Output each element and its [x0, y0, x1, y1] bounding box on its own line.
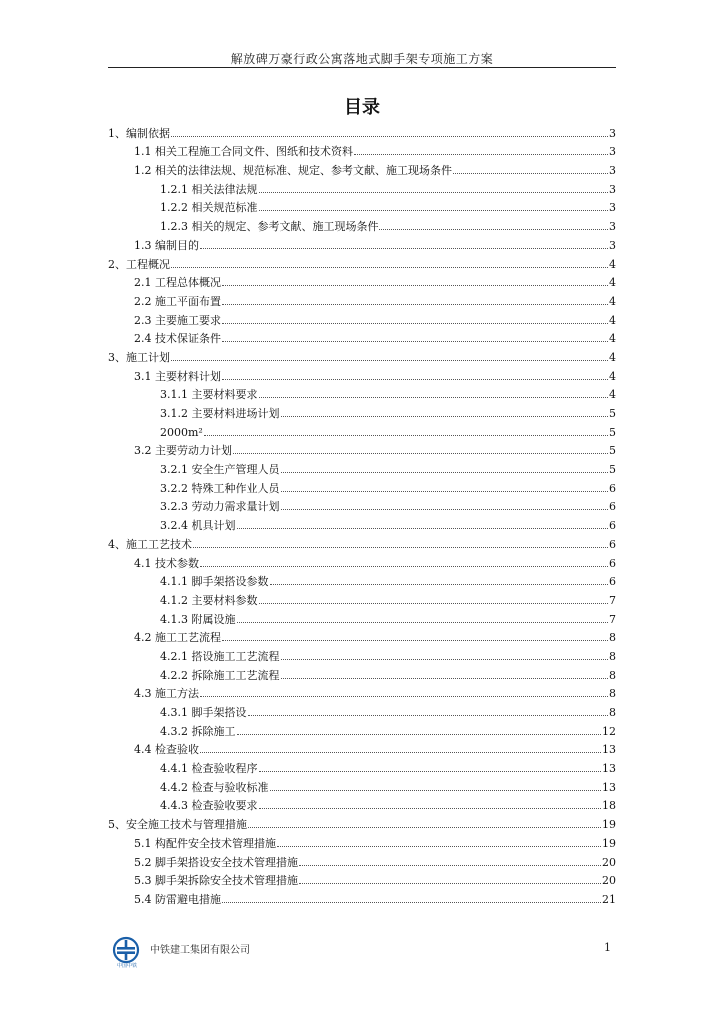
toc-list — [108, 121, 616, 906]
toc-entry[interactable] — [108, 588, 616, 607]
toc-entry-page: 3 — [609, 182, 616, 196]
toc-leader-dots — [270, 789, 602, 791]
toc-entry-label: 3.1 主要材料计划 — [134, 369, 221, 383]
toc-leader-dots — [222, 639, 608, 641]
toc-entry-label: 1.2.1 相关法律法规 — [160, 182, 258, 196]
toc-leader-dots — [200, 247, 608, 249]
toc-leader-dots — [200, 565, 608, 567]
toc-entry-label: 2.4 技术保证条件 — [134, 332, 221, 346]
toc-entry-label: 3.2.4 机具计划 — [160, 519, 236, 533]
toc-leader-dots — [248, 714, 609, 716]
toc-leader-dots — [222, 303, 608, 305]
toc-leader-dots — [379, 228, 608, 230]
toc-entry-page: 13 — [602, 743, 616, 757]
toc-entry[interactable] — [108, 626, 616, 645]
toc-entry-page: 13 — [602, 780, 616, 794]
toc-leader-dots — [193, 546, 608, 548]
toc-entry-label: 1.3 编制目的 — [134, 238, 199, 252]
toc-entry-page: 18 — [602, 799, 616, 813]
toc-leader-dots — [204, 434, 608, 436]
toc-entry-label: 5.3 脚手架拆除安全技术管理措施 — [134, 874, 298, 888]
toc-leader-dots — [270, 583, 609, 585]
toc-entry-label: 3.2 主要劳动力计划 — [134, 444, 232, 458]
toc-entry-page: 20 — [602, 874, 616, 888]
toc-entry-label: 2.1 工程总体概况 — [134, 276, 221, 290]
toc-entry[interactable] — [108, 532, 616, 551]
toc-leader-dots — [200, 751, 601, 753]
toc-entry-label: 4.3 施工方法 — [134, 687, 199, 701]
toc-entry[interactable] — [108, 513, 616, 532]
toc-entry[interactable] — [108, 308, 616, 327]
toc-entry-page: 4 — [609, 313, 616, 327]
toc-entry-label: 4.4.2 检查与验收标准 — [160, 780, 269, 794]
toc-entry-page: 8 — [609, 668, 616, 682]
footer-company-name: 中铁建工集团有限公司 — [150, 945, 250, 956]
toc-entry[interactable] — [108, 794, 616, 813]
crcc-logo-icon — [112, 936, 140, 964]
toc-entry-page: 6 — [609, 537, 616, 551]
toc-entry-label: 4.4.3 检查验收要求 — [160, 799, 258, 813]
toc-entry[interactable] — [108, 214, 616, 233]
toc-entry-page: 4 — [609, 257, 616, 271]
toc-leader-dots — [222, 340, 608, 342]
toc-entry[interactable] — [108, 327, 616, 346]
toc-entry-page: 3 — [609, 145, 616, 159]
toc-entry-page: 5 — [609, 425, 616, 439]
toc-entry-page: 3 — [609, 238, 616, 252]
toc-leader-dots — [237, 733, 602, 735]
toc-entry-page: 19 — [602, 818, 616, 832]
toc-entry-page: 8 — [609, 706, 616, 719]
logo-caption: 中国中铁 — [116, 963, 137, 969]
toc-leader-dots — [237, 527, 609, 529]
toc-entry[interactable] — [108, 551, 616, 570]
toc-entry[interactable] — [108, 364, 616, 383]
toc-entry-page: 13 — [602, 762, 616, 776]
toc-leader-dots — [222, 901, 601, 903]
toc-entry-page: 6 — [609, 575, 616, 589]
toc-entry-page: 3 — [609, 220, 616, 234]
toc-title: 目录 — [344, 97, 380, 118]
toc-leader-dots — [281, 415, 609, 417]
toc-entry-label: 4.2.1 搭设施工工艺流程 — [160, 649, 280, 663]
toc-entry-label: 5.2 脚手架搭设安全技术管理措施 — [134, 855, 298, 869]
toc-entry-label: 4.2 施工工艺流程 — [134, 631, 221, 645]
toc-leader-dots — [281, 677, 609, 679]
toc-entry-page: 21 — [602, 892, 616, 906]
toc-entry[interactable] — [108, 495, 616, 514]
toc-entry-label: 2、工程概况 — [108, 257, 170, 271]
toc-entry-label: 5.1 构配件安全技术管理措施 — [134, 836, 276, 850]
toc-entry-page: 3 — [609, 126, 616, 140]
toc-entry-page: 3 — [609, 201, 616, 215]
toc-leader-dots — [299, 864, 601, 866]
toc-entry[interactable] — [108, 439, 616, 458]
toc-leader-dots — [259, 191, 609, 193]
toc-entry-page: 8 — [609, 649, 616, 663]
toc-entry[interactable] — [108, 869, 616, 888]
toc-leader-dots — [248, 826, 601, 828]
toc-entry[interactable] — [108, 271, 616, 290]
toc-entry-page: 6 — [609, 481, 616, 495]
toc-leader-dots — [259, 807, 602, 809]
toc-leader-dots — [281, 658, 609, 660]
toc-entry-page: 5 — [609, 463, 616, 477]
toc-entry-label: 3.1.1 主要材料要求 — [160, 388, 258, 402]
toc-entry-label: 4.1.2 主要材料参数 — [160, 593, 258, 607]
toc-entry-label: 2.2 施工平面布置 — [134, 294, 221, 308]
toc-entry-page: 4 — [609, 294, 616, 308]
toc-entry[interactable] — [108, 607, 616, 626]
page-header-title: 解放碑万豪行政公寓落地式脚手架专项施工方案 — [230, 52, 494, 66]
toc-leader-dots — [453, 172, 608, 174]
toc-entry[interactable] — [108, 756, 616, 775]
toc-leader-dots — [171, 266, 608, 268]
toc-entry-page: 8 — [609, 687, 616, 701]
toc-entry-label: 1、编制依据 — [108, 126, 170, 140]
toc-entry[interactable] — [108, 121, 616, 140]
toc-entry[interactable] — [108, 289, 616, 308]
toc-entry[interactable] — [108, 887, 616, 906]
toc-leader-dots — [222, 378, 608, 380]
toc-entry[interactable] — [108, 158, 616, 177]
toc-entry-label: 4、施工工艺技术 — [108, 537, 192, 551]
toc-entry-label: 4.3.1 脚手架搭设 — [160, 706, 247, 719]
toc-entry[interactable] — [108, 812, 616, 831]
toc-entry[interactable] — [108, 457, 616, 476]
toc-entry-label: 3.2.1 安全生产管理人员 — [160, 463, 280, 477]
toc-leader-dots — [299, 882, 601, 884]
toc-entry[interactable] — [108, 719, 616, 738]
toc-leader-dots — [259, 770, 602, 772]
toc-entry-page: 4 — [609, 388, 616, 402]
toc-entry[interactable] — [108, 252, 616, 271]
toc-entry[interactable] — [108, 850, 616, 869]
toc-entry-page: 5 — [609, 444, 616, 458]
toc-entry[interactable] — [108, 663, 616, 682]
toc-entry-page: 6 — [609, 556, 616, 570]
toc-leader-dots — [171, 135, 608, 137]
toc-leader-dots — [281, 471, 609, 473]
toc-entry-page: 6 — [609, 500, 616, 514]
toc-entry-page: 6 — [609, 519, 616, 533]
toc-entry[interactable] — [108, 738, 616, 757]
toc-entry-page: 4 — [609, 276, 616, 290]
toc-entry[interactable] — [108, 644, 616, 663]
toc-entry-page: 7 — [609, 593, 616, 607]
toc-entry-label: 1.2 相关的法律法规、规范标准、规定、参考文献、施工现场条件 — [134, 164, 452, 178]
toc-entry-page: 20 — [602, 855, 616, 869]
toc-entry-label: 1.2.2 相关规范标准 — [160, 201, 258, 215]
toc-entry[interactable] — [108, 476, 616, 495]
toc-entry-page: 5 — [609, 407, 616, 420]
toc-entry-page: 12 — [602, 724, 616, 738]
toc-entry-label: 2000m² — [160, 425, 203, 439]
toc-entry-label: 2.3 主要施工要求 — [134, 313, 221, 327]
toc-entry[interactable] — [108, 570, 616, 589]
toc-entry-label: 3.2.2 特殊工种作业人员 — [160, 481, 280, 495]
toc-entry[interactable] — [108, 420, 616, 439]
toc-leader-dots — [171, 359, 608, 361]
toc-entry-label: 5.4 防雷避电措施 — [134, 892, 221, 906]
toc-leader-dots — [233, 452, 608, 454]
toc-entry-label: 4.4.1 检查验收程序 — [160, 762, 258, 776]
toc-leader-dots — [237, 621, 609, 623]
toc-entry[interactable] — [108, 196, 616, 215]
toc-entry[interactable] — [108, 383, 616, 402]
toc-entry-label: 4.3.2 拆除施工 — [160, 724, 236, 738]
toc-entry[interactable] — [108, 401, 616, 420]
footer-page-number: 1 — [604, 941, 611, 954]
toc-entry[interactable] — [108, 177, 616, 196]
toc-entry-label: 1.1 相关工程施工合同文件、图纸和技术资料 — [134, 145, 353, 159]
toc-entry-page: 19 — [602, 836, 616, 850]
toc-entry-label: 4.1 技术参数 — [134, 556, 199, 570]
toc-entry-label: 3、施工计划 — [108, 350, 170, 364]
toc-entry[interactable] — [108, 233, 616, 252]
toc-entry[interactable] — [108, 140, 616, 159]
toc-entry-page: 4 — [609, 332, 616, 346]
toc-entry-label: 1.2.3 相关的规定、参考文献、施工现场条件 — [160, 220, 379, 234]
toc-leader-dots — [259, 209, 609, 211]
toc-entry[interactable] — [108, 682, 616, 701]
toc-entry[interactable] — [108, 775, 616, 794]
toc-entry-label: 3.2.3 劳动力需求量计划 — [160, 500, 280, 514]
toc-leader-dots — [200, 695, 608, 697]
toc-entry-label: 3.1.2 主要材料进场计划 — [160, 407, 280, 420]
toc-entry-page: 4 — [609, 350, 616, 364]
toc-leader-dots — [222, 322, 608, 324]
toc-leader-dots — [222, 284, 608, 286]
toc-entry-label: 4.1.1 脚手架搭设参数 — [160, 575, 269, 589]
toc-entry-label: 4.1.3 附属设施 — [160, 612, 236, 626]
header-rule — [108, 67, 616, 68]
toc-entry[interactable] — [108, 700, 616, 719]
toc-entry-label: 4.4 检查验收 — [134, 743, 199, 757]
toc-leader-dots — [281, 490, 609, 492]
toc-entry-page: 8 — [609, 631, 616, 645]
toc-entry-label: 5、安全施工技术与管理措施 — [108, 818, 247, 832]
toc-leader-dots — [281, 508, 609, 510]
toc-leader-dots — [277, 845, 601, 847]
toc-entry[interactable] — [108, 345, 616, 364]
toc-entry[interactable] — [108, 831, 616, 850]
toc-entry-page: 7 — [609, 612, 616, 626]
toc-leader-dots — [354, 153, 608, 155]
toc-entry-page: 3 — [609, 164, 616, 178]
toc-entry-label: 4.2.2 拆除施工工艺流程 — [160, 668, 280, 682]
toc-entry-page: 4 — [609, 369, 616, 383]
toc-leader-dots — [259, 396, 609, 398]
toc-leader-dots — [259, 602, 609, 604]
